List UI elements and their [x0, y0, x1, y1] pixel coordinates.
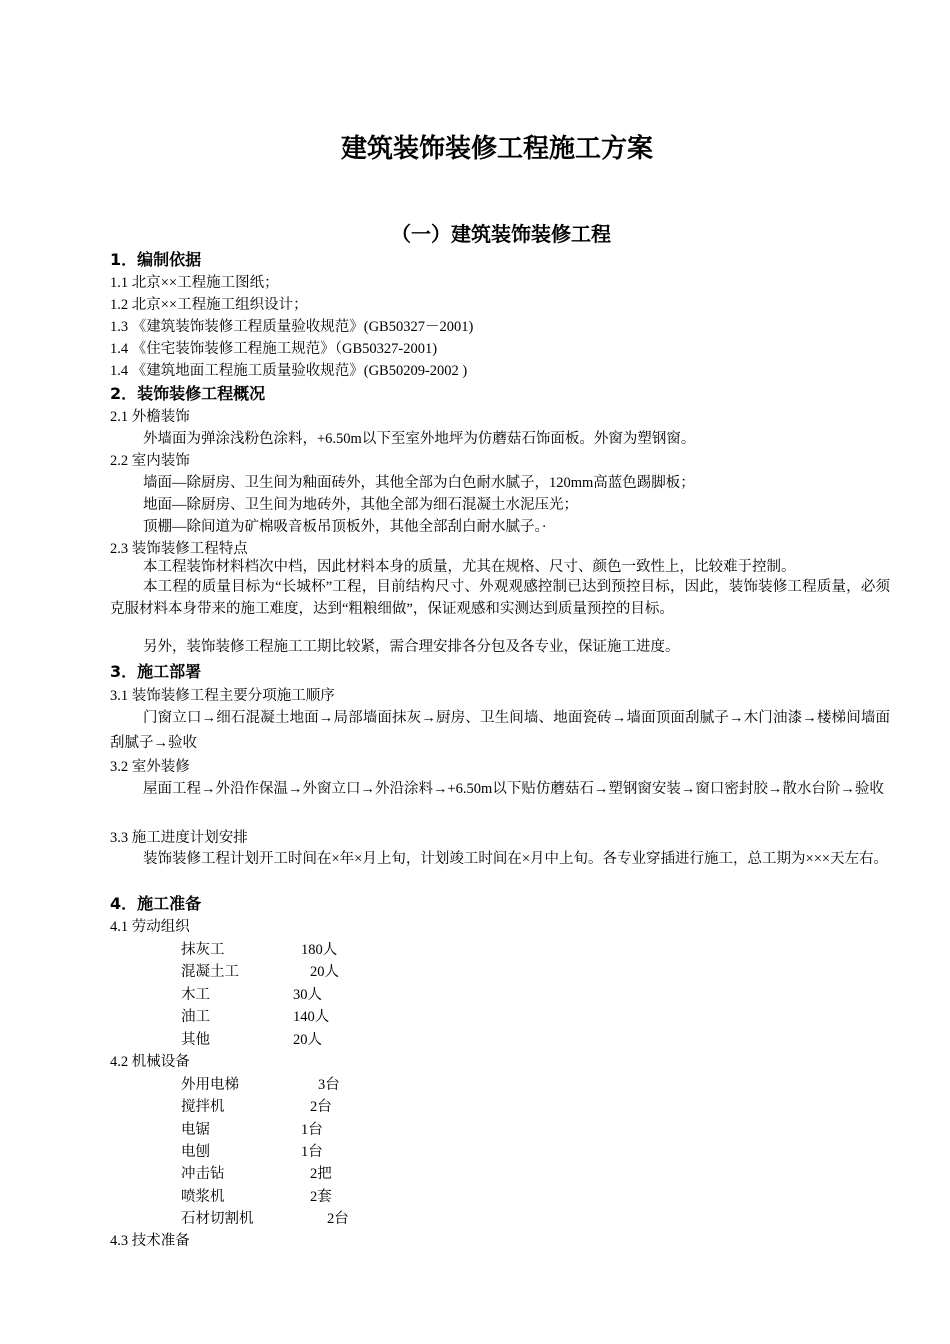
document-title: 建筑装饰装修工程施工方案: [340, 134, 653, 164]
sequence-text: 门窗立口→细石混凝土地面→局部墙面抹灰→厨房、卫生间墙、地面瓷砖→墙面顶面刮腻子→木门油漆→楼梯间墙面刮腻子→验收: [110, 710, 890, 751]
labor-count: 140人: [293, 1009, 330, 1025]
basis-item: 1.4 《住宅装饰装修工程施工规范》（GB50327-2001): [110, 341, 438, 357]
schedule-text: 装饰装修工程计划开工时间在×年×月上旬，计划竣工时间在×月中上旬。各专业穿插进行施工，总工期为×××天左右。: [143, 851, 889, 867]
subheading-exterior: 2.1 外檐装饰: [110, 409, 190, 425]
equipment-count: 2把: [310, 1166, 332, 1182]
equipment-count: 1台: [301, 1144, 323, 1160]
subheading-equipment: 4.2 机械设备: [110, 1054, 190, 1070]
heading-basis: 1．编制依据: [110, 250, 202, 269]
heading-deployment: 3．施工部署: [110, 662, 202, 681]
interior-line-ceiling: 顶棚—除间道为矿棉吸音板吊顶板外，其他全部刮白耐水腻子。·: [143, 519, 547, 535]
subheading-schedule: 3.3 施工进度计划安排: [110, 830, 248, 846]
labor-count: 30人: [293, 987, 322, 1003]
subheading-labor: 4.1 劳动组织: [110, 919, 190, 935]
section-title: （一）建筑装饰装修工程: [391, 222, 611, 246]
outdoor-text: 屋面工程→外沿作保温→外窗立口→外沿涂料→+6.50m以下贴仿蘑菇石→塑钢窗安装→窗口密封胶→散水台阶→验收: [143, 781, 884, 797]
subheading-technical: 4.3 技术准备: [110, 1233, 190, 1249]
heading-preparation: 4．施工准备: [110, 894, 202, 913]
labor-name: 混凝土工: [181, 964, 239, 980]
labor-count: 20人: [310, 964, 339, 980]
subheading-features: 2.3 装饰装修工程特点: [110, 541, 248, 557]
basis-item: 1.4 《建筑地面工程施工质量验收规范》(GB50209-2002 ): [110, 363, 468, 379]
labor-count: 20人: [293, 1032, 322, 1048]
interior-line-floor: 地面—除厨房、卫生间为地砖外，其他全部为细石混凝土水泥压光；: [143, 497, 578, 513]
features-paragraph-1: 本工程装饰材料档次中档，因此材料本身的质量，尤其在规格、尺寸、颜色一致性上，比较难于控制。: [143, 559, 796, 575]
equipment-name: 喷浆机: [181, 1189, 225, 1205]
labor-name: 木工: [181, 987, 210, 1003]
basis-item: 1.1 北京××工程施工图纸；: [110, 275, 279, 291]
subheading-outdoor: 3.2 室外装修: [110, 759, 190, 775]
heading-overview: 2．装饰装修工程概况: [110, 384, 266, 403]
equipment-count: 3台: [318, 1077, 340, 1093]
equipment-count: 2台: [310, 1099, 332, 1115]
equipment-count: 2套: [310, 1189, 332, 1205]
features-paragraph-3: 另外，装饰装修工程施工工期比较紧，需合理安排各分包及各专业，保证施工进度。: [143, 639, 680, 655]
features-paragraph-2: 本工程的质量目标为“长城杯”工程，目前结构尺寸、外观观感控制已达到预控目标，因此，装饰装修工程质量，必须克服材料本身带来的施工难度，达到“粗粮细做”，保证观感和实测达到质量预控的目标。: [110, 579, 890, 617]
equipment-name: 外用电梯: [181, 1077, 239, 1093]
equipment-name: 电刨: [181, 1144, 210, 1160]
equipment-count: 2台: [327, 1211, 349, 1227]
basis-item: 1.3 《建筑装饰装修工程质量验收规范》(GB50327－2001): [110, 319, 474, 335]
equipment-name: 电锯: [181, 1122, 210, 1138]
labor-name: 其他: [181, 1032, 210, 1048]
exterior-text: 外墙面为弹涂浅粉色涂料，+6.50m以下至室外地坪为仿蘑菇石饰面板。外窗为塑钢窗。: [143, 431, 696, 447]
equipment-count: 1台: [301, 1122, 323, 1138]
equipment-name: 冲击钻: [181, 1166, 225, 1182]
labor-name: 抹灰工: [181, 942, 225, 958]
equipment-name: 搅拌机: [181, 1099, 225, 1115]
subheading-sequence: 3.1 装饰装修工程主要分项施工顺序: [110, 688, 335, 704]
subheading-interior: 2.2 室内装饰: [110, 453, 190, 469]
labor-name: 油工: [181, 1009, 210, 1025]
equipment-name: 石材切割机: [181, 1211, 254, 1227]
interior-line-wall: 墙面—除厨房、卫生间为釉面砖外，其他全部为白色耐水腻子，120mm高蓝色踢脚板；: [143, 475, 695, 491]
basis-item: 1.2 北京××工程施工组织设计；: [110, 297, 308, 313]
labor-count: 180人: [301, 942, 338, 958]
